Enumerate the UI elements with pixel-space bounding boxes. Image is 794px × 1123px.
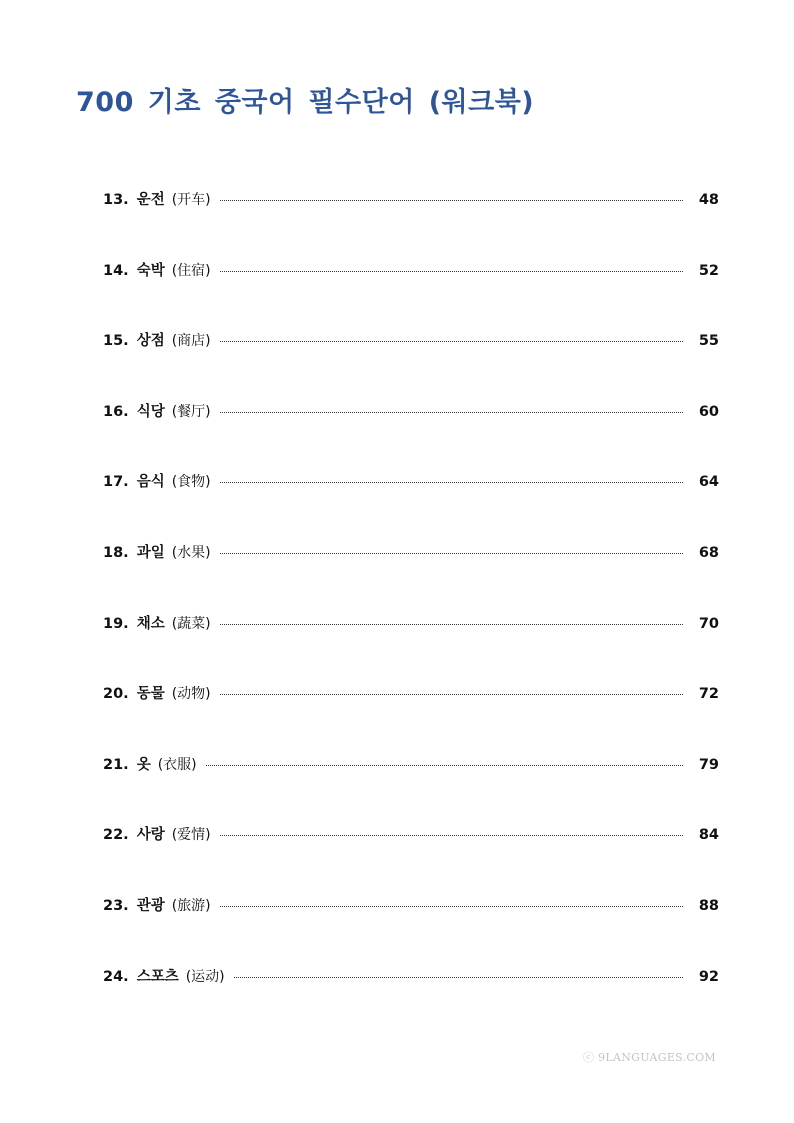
toc-entry-page: 92 xyxy=(698,968,719,985)
toc-entry-21[interactable] xyxy=(103,753,719,824)
toc-entry-title-chinese: (餐厅) xyxy=(171,403,211,420)
toc-entry-title-korean: 스포츠 xyxy=(136,968,179,985)
toc-entry-15[interactable] xyxy=(103,329,719,400)
toc-entry-number: 24. xyxy=(103,968,129,985)
toc-entry-title-korean: 관광 xyxy=(136,897,165,914)
page-title: 700 기초 중국어 필수단어 (워크북) xyxy=(76,87,535,118)
toc-entry-title-chinese: (商店) xyxy=(171,333,211,350)
toc-entry-page: 52 xyxy=(698,262,719,279)
toc-entry-title-chinese: (住宿) xyxy=(171,262,211,279)
toc-entry-title-chinese: (食物) xyxy=(171,474,211,491)
dot-leader xyxy=(220,200,683,201)
toc-entry-23[interactable] xyxy=(103,894,719,965)
toc-entry-title-korean: 동물 xyxy=(136,686,165,703)
dot-leader xyxy=(220,412,683,413)
toc-entry-number: 22. xyxy=(103,827,129,844)
toc-entry-page: 55 xyxy=(698,333,719,350)
toc-entry-14[interactable] xyxy=(103,259,719,330)
toc-entry-19[interactable] xyxy=(103,612,719,683)
table-of-contents xyxy=(103,188,719,1035)
dot-leader xyxy=(220,624,683,625)
toc-entry-title-chinese: (开车) xyxy=(171,192,211,208)
toc-entry-number: 14. xyxy=(103,262,129,279)
toc-entry-number: 19. xyxy=(103,615,129,632)
toc-entry-number: 16. xyxy=(103,403,129,420)
toc-entry-page: 64 xyxy=(698,474,719,491)
dot-leader xyxy=(220,694,683,695)
toc-entry-24[interactable] xyxy=(103,965,719,1036)
toc-entry-title-korean: 상점 xyxy=(136,333,165,350)
toc-entry-title-chinese: (水果) xyxy=(171,544,211,561)
toc-entry-title-korean: 식당 xyxy=(136,403,165,420)
toc-entry-number: 13. xyxy=(103,192,129,208)
toc-entry-title-chinese: (爱情) xyxy=(171,827,211,844)
toc-entry-page: 70 xyxy=(698,615,719,632)
dot-leader xyxy=(220,553,683,554)
toc-entry-title-chinese: (蔬菜) xyxy=(171,615,211,632)
toc-entry-title-chinese: (动物) xyxy=(171,686,211,703)
toc-entry-number: 23. xyxy=(103,897,129,914)
dot-leader xyxy=(220,906,683,907)
copyright-watermark: ⓒ 9LANGUAGES.COM xyxy=(583,1051,716,1064)
toc-entry-number: 20. xyxy=(103,686,129,703)
toc-entry-number: 17. xyxy=(103,474,129,491)
toc-entry-number: 18. xyxy=(103,544,129,561)
toc-entry-title-korean: 채소 xyxy=(136,615,165,632)
toc-entry-page: 72 xyxy=(698,686,719,703)
toc-entry-13[interactable] xyxy=(103,188,719,259)
toc-entry-title-chinese: (旅游) xyxy=(171,897,211,914)
toc-entry-title-korean: 옷 xyxy=(136,756,151,773)
toc-entry-number: 15. xyxy=(103,333,129,350)
toc-entry-page: 88 xyxy=(698,897,719,914)
toc-entry-page: 60 xyxy=(698,403,719,420)
dot-leader xyxy=(220,482,683,483)
toc-entry-number: 21. xyxy=(103,756,129,773)
toc-entry-20[interactable] xyxy=(103,682,719,753)
dot-leader xyxy=(220,271,683,272)
dot-leader xyxy=(220,341,683,342)
toc-entry-title-korean: 음식 xyxy=(136,474,165,491)
toc-entry-22[interactable] xyxy=(103,823,719,894)
toc-entry-title-chinese: (衣服) xyxy=(157,756,197,773)
toc-entry-title-korean: 숙박 xyxy=(136,262,165,279)
toc-entry-title-korean: 과일 xyxy=(136,544,165,561)
toc-entry-17[interactable] xyxy=(103,470,719,541)
toc-entry-16[interactable] xyxy=(103,400,719,471)
toc-entry-page: 79 xyxy=(698,756,719,773)
dot-leader xyxy=(206,765,683,766)
dot-leader xyxy=(220,835,683,836)
toc-entry-title-chinese: (运动) xyxy=(185,968,225,985)
toc-entry-page: 48 xyxy=(698,192,719,208)
toc-entry-title-korean: 사랑 xyxy=(136,827,165,844)
toc-entry-page: 68 xyxy=(698,544,719,561)
toc-entry-title-korean: 운전 xyxy=(136,192,165,208)
dot-leader xyxy=(234,977,683,978)
toc-entry-18[interactable] xyxy=(103,541,719,612)
toc-entry-page: 84 xyxy=(698,827,719,844)
